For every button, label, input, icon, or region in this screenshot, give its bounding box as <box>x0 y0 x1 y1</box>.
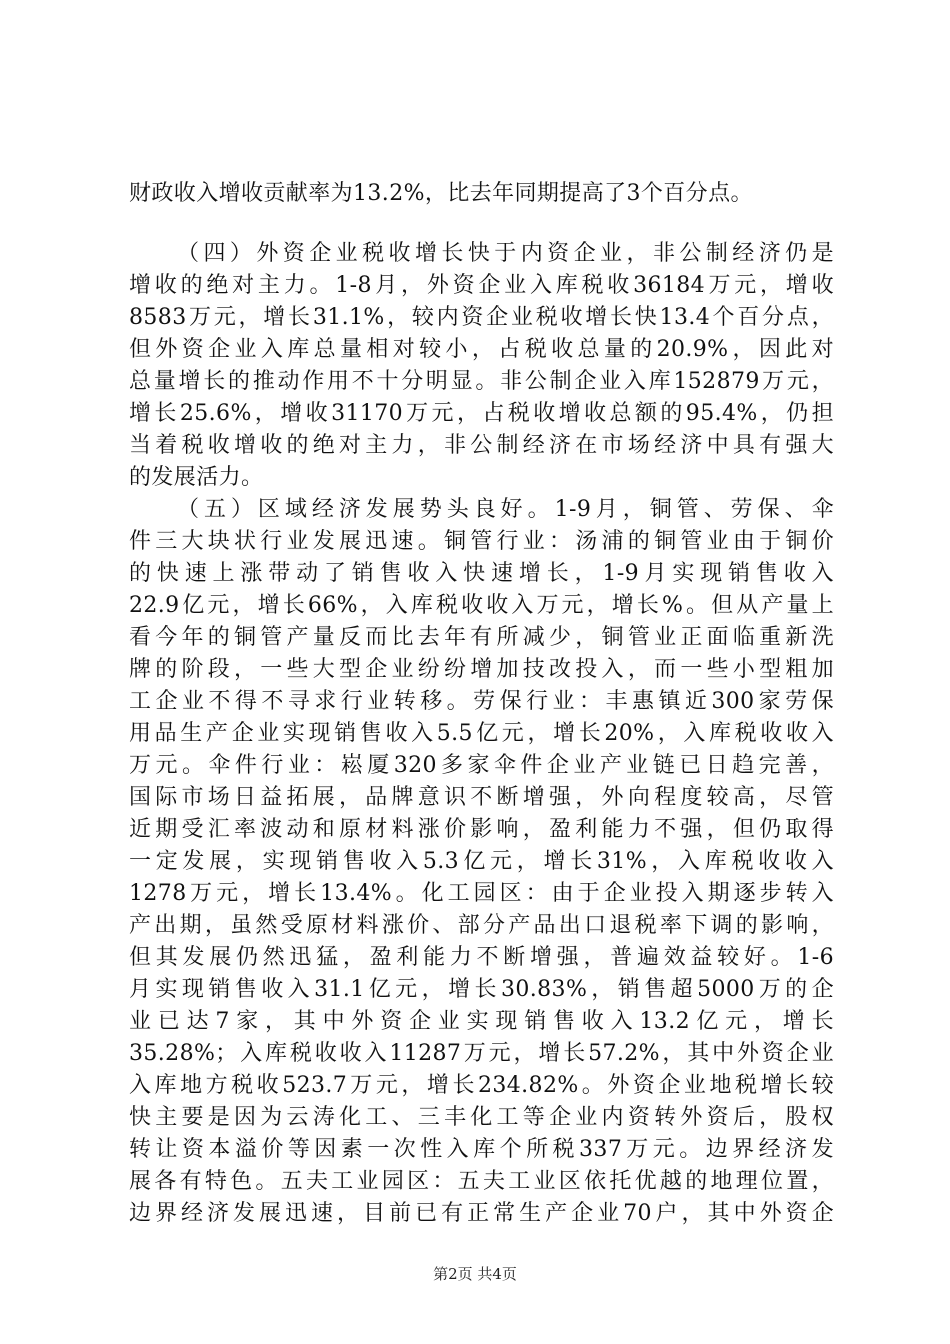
paragraph-line: 当着税收增收的绝对主力，非公制经济在市场经济中具有强大 <box>129 433 834 458</box>
paragraph-line: 的发展活力。 <box>129 465 264 490</box>
paragraph-line: 的快速上涨带动了销售收入快速增长，1-9月实现销售收入 <box>129 561 834 586</box>
paragraph-line: 业已达7家，其中外资企业实现销售收入13.2亿元，增长 <box>129 1009 834 1034</box>
page-footer: 第2页 共4页 <box>433 1265 517 1283</box>
paragraph-line: 22.9亿元，增长66%，入库税收收入万元，增长%。但从产量上 <box>129 593 834 618</box>
paragraph-line: 但其发展仍然迅猛，盈利能力不断增强，普遍效益较好。1-6 <box>129 945 834 970</box>
paragraph-line: 边界经济发展迅速，目前已有正常生产企业70户，其中外资企 <box>129 1201 834 1226</box>
paragraph-line: 月实现销售收入31.1亿元，增长30.83%，销售超5000万的企 <box>129 977 834 1002</box>
paragraph-line: 8583万元，增长31.1%，较内资企业税收增长快13.4个百分点， <box>129 305 834 330</box>
paragraph-line: 一定发展，实现销售收入5.3亿元，增长31%，入库税收收入 <box>129 849 834 874</box>
paragraph-line: 件三大块状行业发展迅速。铜管行业：汤浦的铜管业由于铜价 <box>129 529 834 554</box>
paragraph-line: 看今年的铜管产量反而比去年有所减少，铜管业正面临重新洗 <box>129 625 834 650</box>
paragraph-line: （四）外资企业税收增长快于内资企业，非公制经济仍是 <box>177 241 834 266</box>
paragraph-line: 但外资企业入库总量相对较小，占税收总量的20.9%，因此对 <box>129 337 834 362</box>
paragraph-line: 总量增长的推动作用不十分明显。非公制企业入库152879万元， <box>129 369 834 394</box>
paragraph-line: 展各有特色。五夫工业园区：五夫工业区依托优越的地理位置， <box>129 1169 834 1194</box>
paragraph-line: 工企业不得不寻求行业转移。劳保行业：丰惠镇近300家劳保 <box>129 689 834 714</box>
paragraph-line: 国际市场日益拓展，品牌意识不断增强，外向程度较高，尽管 <box>129 785 834 810</box>
paragraph-line: 近期受汇率波动和原材料涨价影响，盈利能力不强，但仍取得 <box>129 817 834 842</box>
paragraph-line: （五）区域经济发展势头良好。1-9月，铜管、劳保、伞 <box>177 497 834 522</box>
paragraph-line: 入库地方税收523.7万元，增长234.82%。外资企业地税增长较 <box>129 1073 834 1098</box>
paragraph-line: 牌的阶段，一些大型企业纷纷增加技改投入，而一些小型粗加 <box>129 657 834 682</box>
paragraph-line: 增收的绝对主力。1-8月，外资企业入库税收36184万元，增收 <box>129 273 834 298</box>
paragraph-line: 万元。伞件行业：崧厦320多家伞件企业产业链已日趋完善， <box>129 753 834 778</box>
paragraph-line: 增长25.6%，增收31170万元，占税收增收总额的95.4%，仍担 <box>129 401 834 426</box>
intro-line: 财政收入增收贡献率为13.2%，比去年同期提高了3个百分点。 <box>129 181 753 206</box>
paragraph-line: 1278万元，增长13.4%。化工园区：由于企业投入期逐步转入 <box>129 881 834 906</box>
paragraph-line: 快主要是因为云涛化工、三丰化工等企业内资转外资后，股权 <box>129 1105 834 1130</box>
paragraph-line: 转让资本溢价等因素一次性入库个所税337万元。边界经济发 <box>129 1137 834 1162</box>
paragraph-line: 35.28%；入库税收收入11287万元，增长57.2%，其中外资企业 <box>129 1041 834 1066</box>
paragraph-line: 用品生产企业实现销售收入5.5亿元，增长20%，入库税收收入 <box>129 721 834 746</box>
paragraph-line: 产出期，虽然受原材料涨价、部分产品出口退税率下调的影响， <box>129 913 834 938</box>
